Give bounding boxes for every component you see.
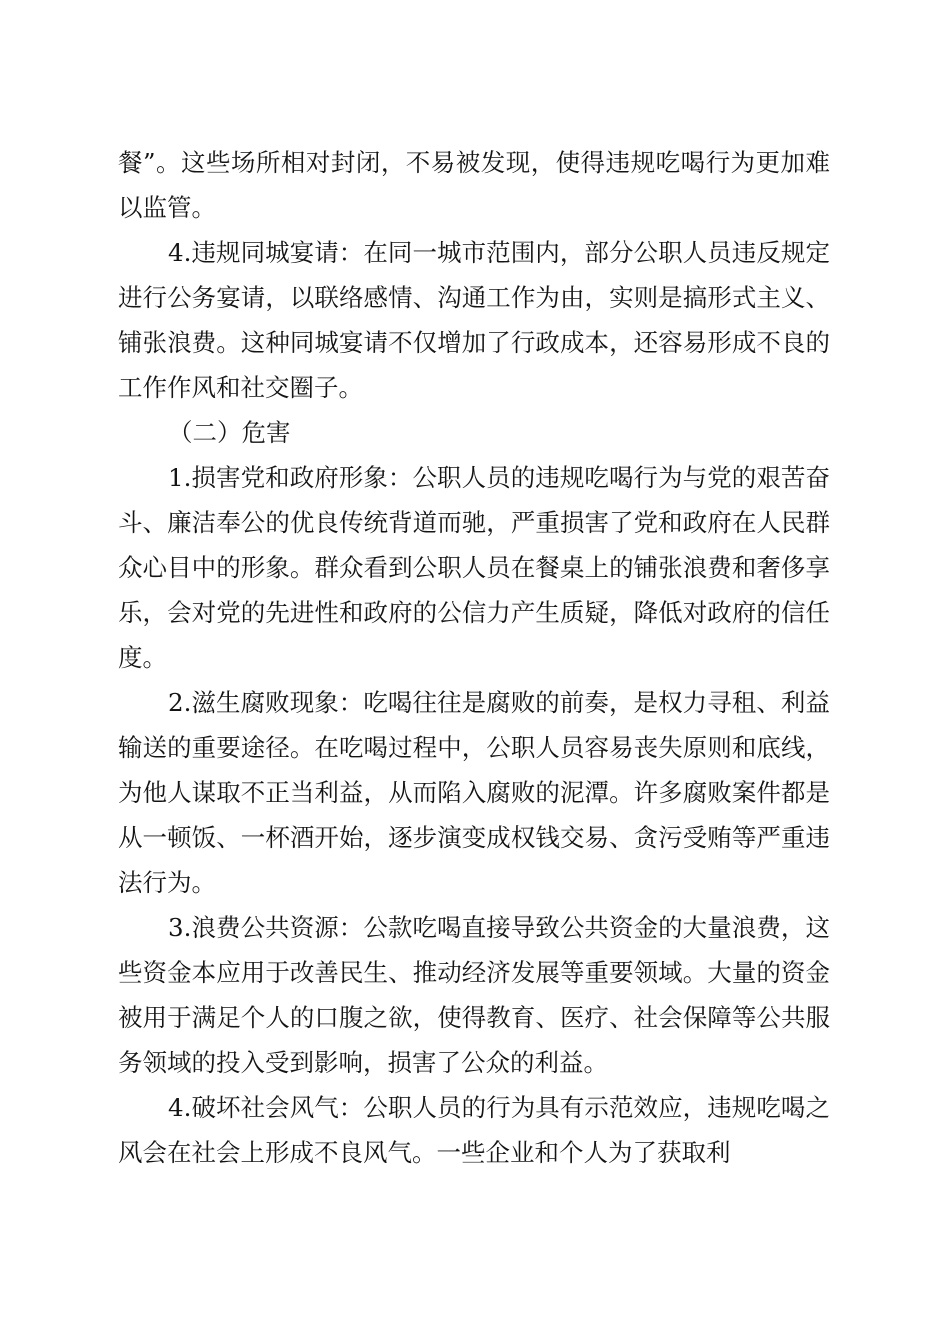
paragraph-continuation: 餐”。这些场所相对封闭，不易被发现，使得违规吃喝行为更加难以监管。 <box>118 148 830 222</box>
document-body <box>118 140 830 1175</box>
paragraph-harm-3: 3.浪费公共资源：公款吃喝直接导致公共资金的大量浪费，这些资金本应用于改善民生、推动经济发展等重要领域。大量的资金被用于满足个人的口腹之欲，使得教育、医疗、社会保障等公共服务领域的投入受到影响，损害了公众的利益。 <box>118 913 830 1077</box>
section-heading-harms: （二）危害 <box>168 418 291 447</box>
paragraph-item-4-banquet: 4.违规同城宴请：在同一城市范围内，部分公职人员违反规定进行公务宴请，以联络感情、沟通工作为由，实则是搞形式主义、铺张浪费。这种同城宴请不仅增加了行政成本，还容易形成不良的工作作风和社交圈子。 <box>118 238 830 402</box>
paragraph-harm-2: 2.滋生腐败现象：吃喝往往是腐败的前奏，是权力寻租、利益输送的重要途径。在吃喝过程中，公职人员容易丧失原则和底线，为他人谋取不正当利益，从而陷入腐败的泥潭。许多腐败案件都是从一顿饭、一杯酒开始，逐步演变成权钱交易、贪污受贿等严重违法行为。 <box>118 688 830 897</box>
paragraph-harm-1: 1.损害党和政府形象：公职人员的违规吃喝行为与党的艰苦奋斗、廉洁奉公的优良传统背道而驰，严重损害了党和政府在人民群众心目中的形象。群众看到公职人员在餐桌上的铺张浪费和奢侈享乐，会对党的先进性和政府的公信力产生质疑，降低对政府的信任度。 <box>118 463 830 672</box>
paragraph-harm-4: 4.破坏社会风气：公职人员的行为具有示范效应，违规吃喝之风会在社会上形成不良风气。一些企业和个人为了获取利 <box>118 1093 830 1167</box>
